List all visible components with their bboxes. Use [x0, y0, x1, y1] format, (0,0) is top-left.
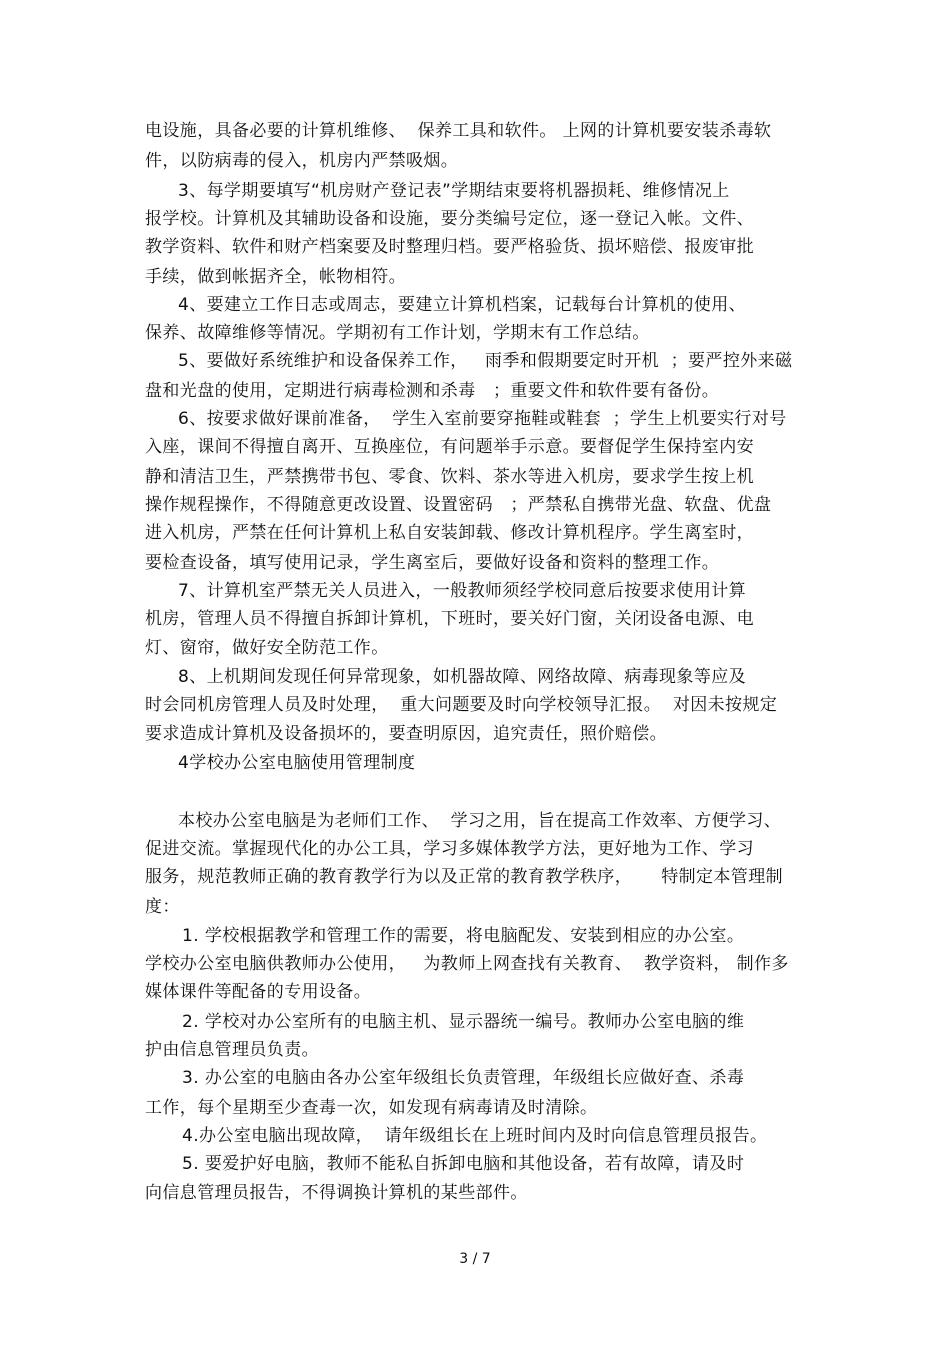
text-line: 静和清洁卫生，严禁携带书包、零食、饮料、茶水等进入机房，要求学生按上机 [145, 467, 754, 487]
text-line: 灯、窗帘，做好安全防范工作。 [145, 638, 389, 658]
text-line: 工作，每个星期至少查毒一次，如发现有病毒请及时清除。 [145, 1098, 598, 1118]
text-line: 本校办公室电脑是为老师们工作、 学习之用，旨在提高工作效率、方便学习、 [178, 811, 782, 831]
text-line: 机房，管理人员不得擅自拆卸计算机，下班时，要关好门窗，关闭设备电源、电 [145, 609, 754, 629]
text-line: 进入机房，严禁在任何计算机上私自安装卸载、修改计算机程序。学生离室时， [145, 523, 754, 543]
text-line: 向信息管理员报告，不得调换计算机的某些部件。 [145, 1183, 528, 1203]
text-line: 手续，做到帐据齐全，帐物相符。 [145, 267, 406, 287]
text-line: 服务，规范教师正确的教育教学行为以及正常的教育教学秩序， 特制定本管理制 [145, 867, 784, 887]
text-line: 要求造成计算机及设备损坏的，要查明原因，追究责任，照价赔偿。 [145, 724, 667, 744]
text-line: 4.办公室电脑出现故障， 请年级组长在上班时间内及时向信息管理员报告。 [182, 1126, 768, 1146]
text-line: 5、要做好系统维护和设备保养工作， 雨季和假期要定时开机 ；要严控外来磁 [178, 351, 793, 371]
text-line: 时会同机房管理人员及时处理， 重大问题要及时向学校领导汇报。 对因未按规定 [145, 695, 778, 715]
text-line: 7、计算机室严禁无关人员进入，一般教师须经学校同意后按要求使用计算 [178, 581, 747, 601]
text-line: 5. 要爱护好电脑，教师不能私自拆卸电脑和其他设备，若有故障，请及时 [182, 1154, 745, 1174]
text-line: 教学资料、软件和财产档案要及时整理归档。要严格验货、损坏赔偿、报废审批 [145, 237, 754, 257]
text-line: 入座，课间不得擅自离开、互换座位，有问题举手示意。要督促学生保持室内安 [145, 437, 754, 457]
page-number: 3 / 7 [459, 1251, 491, 1267]
text-line: 8、上机期间发现任何异常现象，如机器故障、网络故障、病毒现象等应及 [178, 667, 747, 687]
text-line: 电设施，具备必要的计算机维修、 保养工具和软件。 上网的计算机要安装杀毒软 [145, 121, 772, 141]
text-line: 保养、故障维修等情况。学期初有工作计划，学期末有工作总结。 [145, 323, 650, 343]
text-line: 学校办公室电脑供教师办公使用， 为教师上网查找有关教育、 教学资料， 制作多 [145, 954, 789, 974]
text-line: 度： [145, 897, 180, 917]
text-line: 盘和光盘的使用，定期进行病毒检测和杀毒 ；重要文件和软件要有备份。 [145, 381, 720, 401]
text-line: 1. 学校根据教学和管理工作的需要，将电脑配发、安装到相应的办公室。 [182, 926, 745, 946]
text-line: 媒体课件等配备的专用设备。 [145, 982, 372, 1002]
text-line: 3、每学期要填写“机房财产登记表”学期结束要将机器损耗、维修情况上 [178, 181, 730, 201]
text-line: 操作规程操作，不得随意更改设置、设置密码 ；严禁私自携带光盘、软盘、优盘 [145, 495, 772, 515]
text-line: 报学校。计算机及其辅助设备和设施，要分类编号定位，逐一登记入帐。文件、 [145, 209, 754, 229]
text-line: 促进交流。掌握现代化的办公工具，学习多媒体教学方法，更好地为工作、学习 [145, 839, 754, 859]
text-line: 6、按要求做好课前准备， 学生入室前要穿拖鞋或鞋套 ；学生上机要实行对号 [178, 409, 787, 429]
section-heading: 4学校办公室电脑使用管理制度 [178, 753, 416, 773]
text-line: 4、要建立工作日志或周志，要建立计算机档案，记载每台计算机的使用、 [178, 295, 747, 315]
text-line: 件，以防病毒的侵入，机房内严禁吸烟。 [145, 151, 459, 171]
text-line: 3. 办公室的电脑由各办公室年级组长负责管理，年级组长应做好查、杀毒 [182, 1068, 745, 1088]
text-line: 2. 学校对办公室所有的电脑主机、显示器统一编号。教师办公室电脑的维 [182, 1012, 745, 1032]
text-line: 护由信息管理员负责。 [145, 1040, 319, 1060]
text-line: 要检查设备，填写使用记录，学生离室后，要做好设备和资料的整理工作。 [145, 553, 720, 573]
